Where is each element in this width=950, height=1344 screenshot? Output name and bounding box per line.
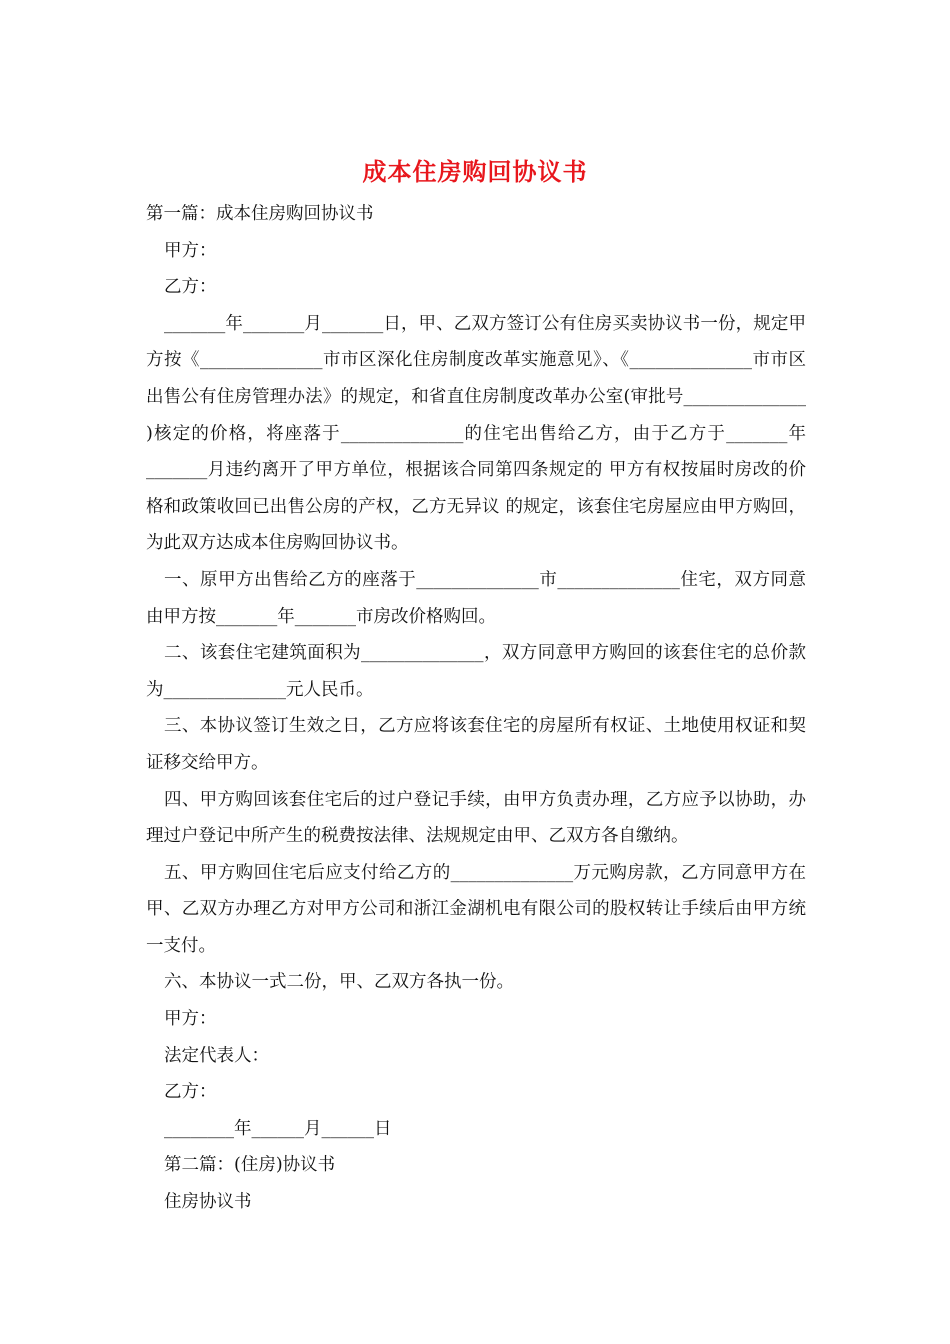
clause-4: 四、甲方购回该套住宅后的过户登记手续，由甲方负责办理，乙方应予以协助，办理过户登记中所产生的税费按法律、法规规定由甲、乙双方各自缴纳。 (146, 789, 806, 847)
signature-party-a: 甲方： (164, 1009, 217, 1030)
clause-1: 一、原甲方出售给乙方的座落于______________市______________住宅，双方同意由甲方按_______年_______市房改价格购回。 (146, 569, 806, 627)
signature-date: ________年______月______日 (164, 1118, 392, 1139)
clause-6: 六、本协议一式二份，甲、乙双方各执一份。 (164, 972, 514, 993)
section-heading-2: 第二篇：(住房)协议书 (164, 1155, 336, 1176)
signature-legal-rep: 法定代表人： (164, 1045, 269, 1066)
clause-3: 三、本协议签订生效之日，乙方应将该套住宅的房屋所有权证、土地使用权证和契证移交给甲方。 (146, 716, 806, 773)
preamble-paragraph: _______年_______月_______日，甲、乙双方签订公有住房买卖协议书一份，规定甲方按《______________市市区深化住房制度改革实施意见》、《______________市市区出售公有住房管理办法》的规定，和省直住房制度改革办公室(审批号______________ )核定的价格，将座落于______________的住宅出售给乙方，由于乙方于_______年_______月违约离开了甲方单位，根据该合同第四条规定的 甲方有权按届时房改的价格和政策收回已出售公房的产权，乙方无异议 的规定，该套住宅房屋应由甲方购回，为此双方达成本住房购回协议书。 (146, 313, 806, 554)
document-title: 成本住房购回协议书 (362, 157, 588, 186)
subheading-housing-agreement: 住房协议书 (164, 1192, 252, 1213)
signature-party-b: 乙方： (164, 1082, 217, 1103)
party-a-label: 甲方： (164, 240, 217, 261)
document-body (146, 196, 806, 1221)
section-heading-1: 第一篇：成本住房购回协议书 (146, 204, 374, 224)
clause-5: 五、甲方购回住宅后应支付给乙方的______________万元购房款，乙方同意甲方在甲、乙双方办理乙方对甲方公司和浙江金湖机电有限公司的股权转让手续后由甲方统一支付。 (146, 862, 806, 956)
party-b-label: 乙方： (164, 277, 217, 298)
clause-2: 二、该套住宅建筑面积为______________，双方同意甲方购回的该套住宅的总价款为______________元人民币。 (146, 643, 806, 700)
